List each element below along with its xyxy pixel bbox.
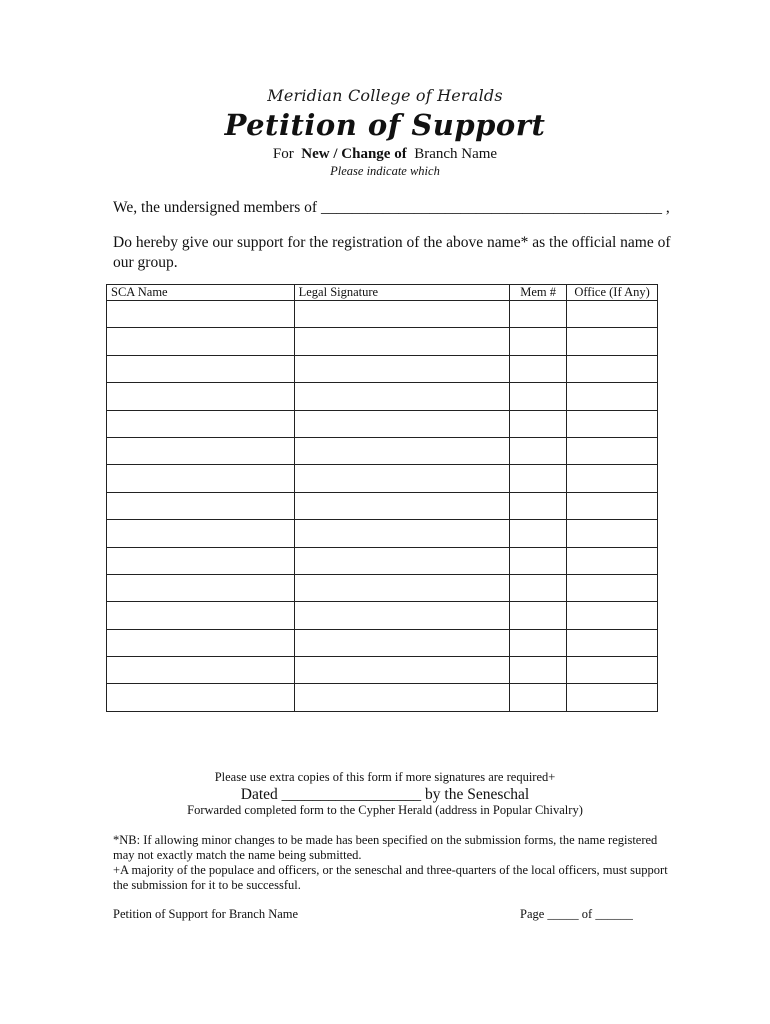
legal-signature-cell[interactable]: [294, 492, 510, 519]
legal-signature-cell[interactable]: [294, 574, 510, 601]
extra-copies-note: Please use extra copies of this form if more signatures are required+: [214, 770, 556, 784]
sca-name-cell[interactable]: [107, 301, 295, 328]
legal-signature-cell[interactable]: [294, 602, 510, 629]
legal-signature-cell[interactable]: [294, 301, 510, 328]
sca-name-cell[interactable]: [107, 355, 295, 382]
legal-signature-cell[interactable]: [294, 328, 510, 355]
column-header-office: Office (If Any): [567, 285, 658, 301]
office-cell[interactable]: [567, 410, 658, 437]
legal-signature-cell[interactable]: [294, 520, 510, 547]
option-separator: /: [333, 146, 338, 162]
membership-number-cell[interactable]: [510, 383, 567, 410]
column-header-sca-name: SCA Name: [107, 285, 295, 301]
table-row: [107, 574, 658, 601]
legal-signature-cell[interactable]: [294, 437, 510, 464]
sca-name-cell[interactable]: [107, 520, 295, 547]
sca-name-cell[interactable]: [107, 328, 295, 355]
membership-number-cell[interactable]: [510, 437, 567, 464]
table-row: [107, 355, 658, 382]
office-cell[interactable]: [567, 355, 658, 382]
option-change-of[interactable]: Change of: [341, 146, 407, 162]
legal-signature-cell[interactable]: [294, 355, 510, 382]
office-cell[interactable]: [567, 328, 658, 355]
column-header-membership-number: Mem #: [510, 285, 567, 301]
branch-name-type-line: [0, 146, 770, 163]
majority-note: +A majority of the populace and officers, or the seneschal and three-quarters of the local officers, must support the submission for it to be successful.: [113, 863, 668, 892]
legal-signature-cell[interactable]: [294, 657, 510, 684]
sca-name-cell[interactable]: [107, 410, 295, 437]
office-cell[interactable]: [567, 492, 658, 519]
form-name-footer: Petition of Support for Branch Name: [113, 907, 299, 921]
page-title: Petition of Support: [224, 108, 546, 142]
sca-name-cell[interactable]: [107, 465, 295, 492]
legal-signature-cell[interactable]: [294, 629, 510, 656]
table-row: [107, 410, 658, 437]
membership-number-cell[interactable]: [510, 629, 567, 656]
membership-number-cell[interactable]: [510, 355, 567, 382]
sca-name-cell[interactable]: [107, 629, 295, 656]
membership-number-cell[interactable]: [510, 657, 567, 684]
table-row: [107, 657, 658, 684]
table-row: [107, 547, 658, 574]
sca-name-cell[interactable]: [107, 574, 295, 601]
legal-signature-cell[interactable]: [294, 547, 510, 574]
footnotes: [113, 833, 673, 893]
office-cell[interactable]: [567, 520, 658, 547]
office-cell[interactable]: [567, 547, 658, 574]
office-cell[interactable]: [567, 437, 658, 464]
sca-name-cell[interactable]: [107, 383, 295, 410]
office-cell[interactable]: [567, 574, 658, 601]
office-cell[interactable]: [567, 684, 658, 711]
legal-signature-cell[interactable]: [294, 684, 510, 711]
table-row: [107, 492, 658, 519]
college-name: Meridian College of Heralds: [267, 86, 503, 105]
office-cell[interactable]: [567, 629, 658, 656]
office-cell[interactable]: [567, 301, 658, 328]
option-new[interactable]: New: [301, 146, 330, 162]
signature-rows: [107, 301, 658, 712]
support-statement: Do hereby give our support for the registration of the above name* as the official name of our group.: [113, 234, 671, 271]
membership-number-cell[interactable]: [510, 492, 567, 519]
sca-name-cell[interactable]: [107, 492, 295, 519]
membership-number-cell[interactable]: [510, 301, 567, 328]
table-row: [107, 602, 658, 629]
membership-number-cell[interactable]: [510, 684, 567, 711]
for-prefix: For: [272, 146, 294, 162]
sca-name-cell[interactable]: [107, 657, 295, 684]
legal-signature-cell[interactable]: [294, 383, 510, 410]
table-row: [107, 383, 658, 410]
for-suffix: Branch Name: [414, 146, 498, 162]
sca-name-cell[interactable]: [107, 684, 295, 711]
membership-number-cell[interactable]: [510, 547, 567, 574]
membership-number-cell[interactable]: [510, 520, 567, 547]
table-row: [107, 629, 658, 656]
office-cell[interactable]: [567, 602, 658, 629]
office-cell[interactable]: [567, 383, 658, 410]
column-header-legal-signature: Legal Signature: [294, 285, 510, 301]
page-number-footer[interactable]: Page _____ of ______: [520, 907, 633, 921]
indicate-instruction: Please indicate which: [330, 164, 440, 178]
undersigned-line[interactable]: We, the undersigned members of ____________________________________________ ,: [113, 199, 670, 216]
table-row: [107, 301, 658, 328]
table-row: [107, 465, 658, 492]
table-row: [107, 520, 658, 547]
nb-note: *NB: If allowing minor changes to be made has been specified on the submission forms, the name registered may not exactly match the name being submitted.: [113, 833, 658, 862]
sca-name-cell[interactable]: [107, 437, 295, 464]
office-cell[interactable]: [567, 657, 658, 684]
dated-line[interactable]: Dated __________________ by the Seneschal: [240, 786, 530, 803]
signature-table: [106, 284, 658, 712]
sca-name-cell[interactable]: [107, 602, 295, 629]
membership-number-cell[interactable]: [510, 465, 567, 492]
table-row: [107, 328, 658, 355]
membership-number-cell[interactable]: [510, 328, 567, 355]
sca-name-cell[interactable]: [107, 547, 295, 574]
table-row: [107, 437, 658, 464]
membership-number-cell[interactable]: [510, 602, 567, 629]
legal-signature-cell[interactable]: [294, 410, 510, 437]
forward-instruction: Forwarded completed form to the Cypher Herald (address in Popular Chivalry): [187, 803, 583, 817]
table-header-row: [107, 285, 658, 301]
membership-number-cell[interactable]: [510, 410, 567, 437]
table-row: [107, 684, 658, 711]
office-cell[interactable]: [567, 465, 658, 492]
membership-number-cell[interactable]: [510, 574, 567, 601]
legal-signature-cell[interactable]: [294, 465, 510, 492]
